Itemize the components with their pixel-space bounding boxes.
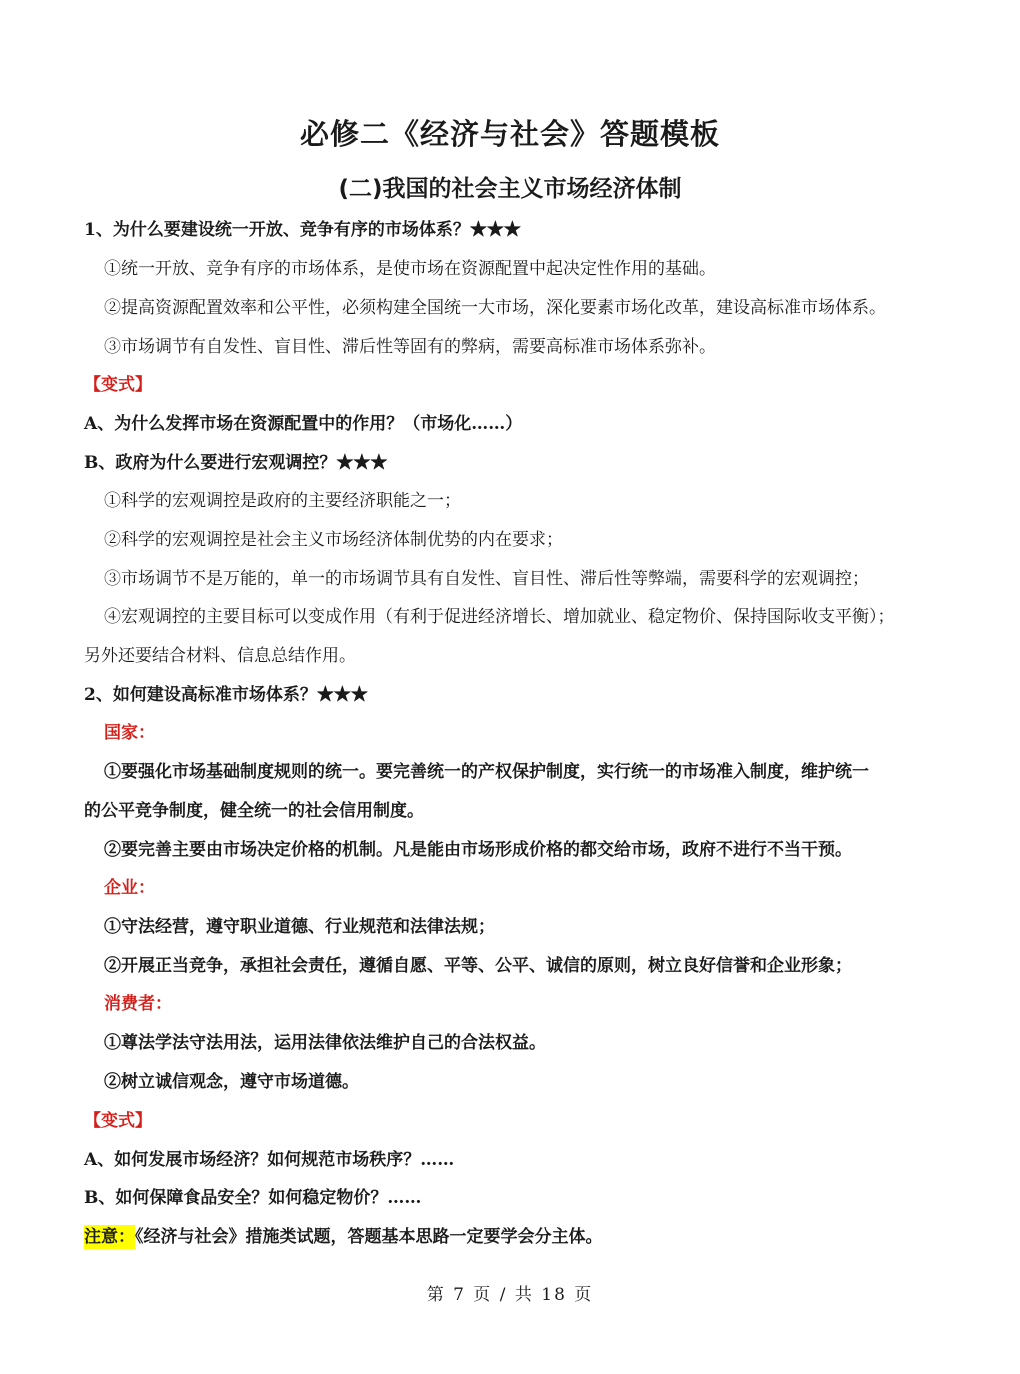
variant-2-question-a: A、如何发展市场经济？如何规范市场秩序？…… (84, 1150, 455, 1170)
q1-point-2: ②提高资源配置效率和公平性，必须构建全国统一大市场，深化要素市场化改革，建设高标准市场体系。 (104, 298, 886, 318)
variant-label: 【变式】 (84, 375, 152, 395)
variant-1-question-b: B、政府为什么要进行宏观调控？★★★ (84, 453, 388, 473)
note-label: 注意： (84, 1227, 135, 1247)
page-footer: 第 7 页 / 共 18 页 (426, 1285, 594, 1305)
b-point-note: 另外还要结合材料、信息总结作用。 (84, 646, 356, 666)
variant-label-2: 【变式】 (84, 1111, 152, 1131)
country-point-2: ②要完善主要由市场决定价格的机制。凡是能由市场形成价格的都交给市场，政府不进行不当干预。 (104, 840, 852, 860)
b-point-3: ③市场调节不是万能的，单一的市场调节具有自发性、盲目性、滞后性等弊端，需要科学的宏观调控； (104, 569, 869, 589)
consumer-point-2: ②树立诚信观念，遵守市场道德。 (104, 1072, 359, 1092)
consumer-label: 消费者： (104, 994, 172, 1014)
q1-point-3: ③市场调节有自发性、盲目性、滞后性等固有的弊病，需要高标准市场体系弥补。 (104, 337, 716, 357)
question-2-heading: 2、如何建设高标准市场体系？★★★ (84, 685, 368, 705)
note-line (84, 1225, 944, 1249)
b-point-4: ④宏观调控的主要目标可以变成作用（有利于促进经济增长、增加就业、稳定物价、保持国际收支平衡）； (104, 607, 895, 627)
page-title: 必修二《经济与社会》答题模板 (299, 117, 720, 151)
enterprise-point-1: ①守法经营，遵守职业道德、行业规范和法律法规； (104, 917, 495, 937)
variant-2-question-b: B、如何保障食品安全？如何稳定物价？…… (84, 1188, 422, 1208)
q1-point-1: ①统一开放、竞争有序的市场体系，是使市场在资源配置中起决定性作用的基础。 (104, 259, 716, 279)
b-point-2: ②科学的宏观调控是社会主义市场经济体制优势的内在要求； (104, 530, 563, 550)
section-subtitle: (二)我国的社会主义市场经济体制 (338, 176, 682, 202)
b-point-1: ①科学的宏观调控是政府的主要经济职能之一； (104, 491, 461, 511)
note-text: 《经济与社会》措施类试题，答题基本思路一定要学会分主体。 (135, 1227, 603, 1247)
country-point-1-cont: 的公平竞争制度，健全统一的社会信用制度。 (84, 801, 424, 821)
question-1-heading: 1、为什么要建设统一开放、竞争有序的市场体系？★★★ (84, 220, 521, 240)
enterprise-point-2: ②开展正当竞争，承担社会责任，遵循自愿、平等、公平、诚信的原则，树立良好信誉和企业形象； (104, 956, 852, 976)
country-point-1: ①要强化市场基础制度规则的统一。要完善统一的产权保护制度，实行统一的市场准入制度，维护统一 (104, 762, 869, 782)
consumer-point-1: ①尊法学法守法用法，运用法律依法维护自己的合法权益。 (104, 1033, 546, 1053)
country-label: 国家： (104, 723, 155, 743)
variant-1-question-a: A、为什么发挥市场在资源配置中的作用？（市场化……） (84, 414, 523, 434)
enterprise-label: 企业： (104, 878, 155, 898)
